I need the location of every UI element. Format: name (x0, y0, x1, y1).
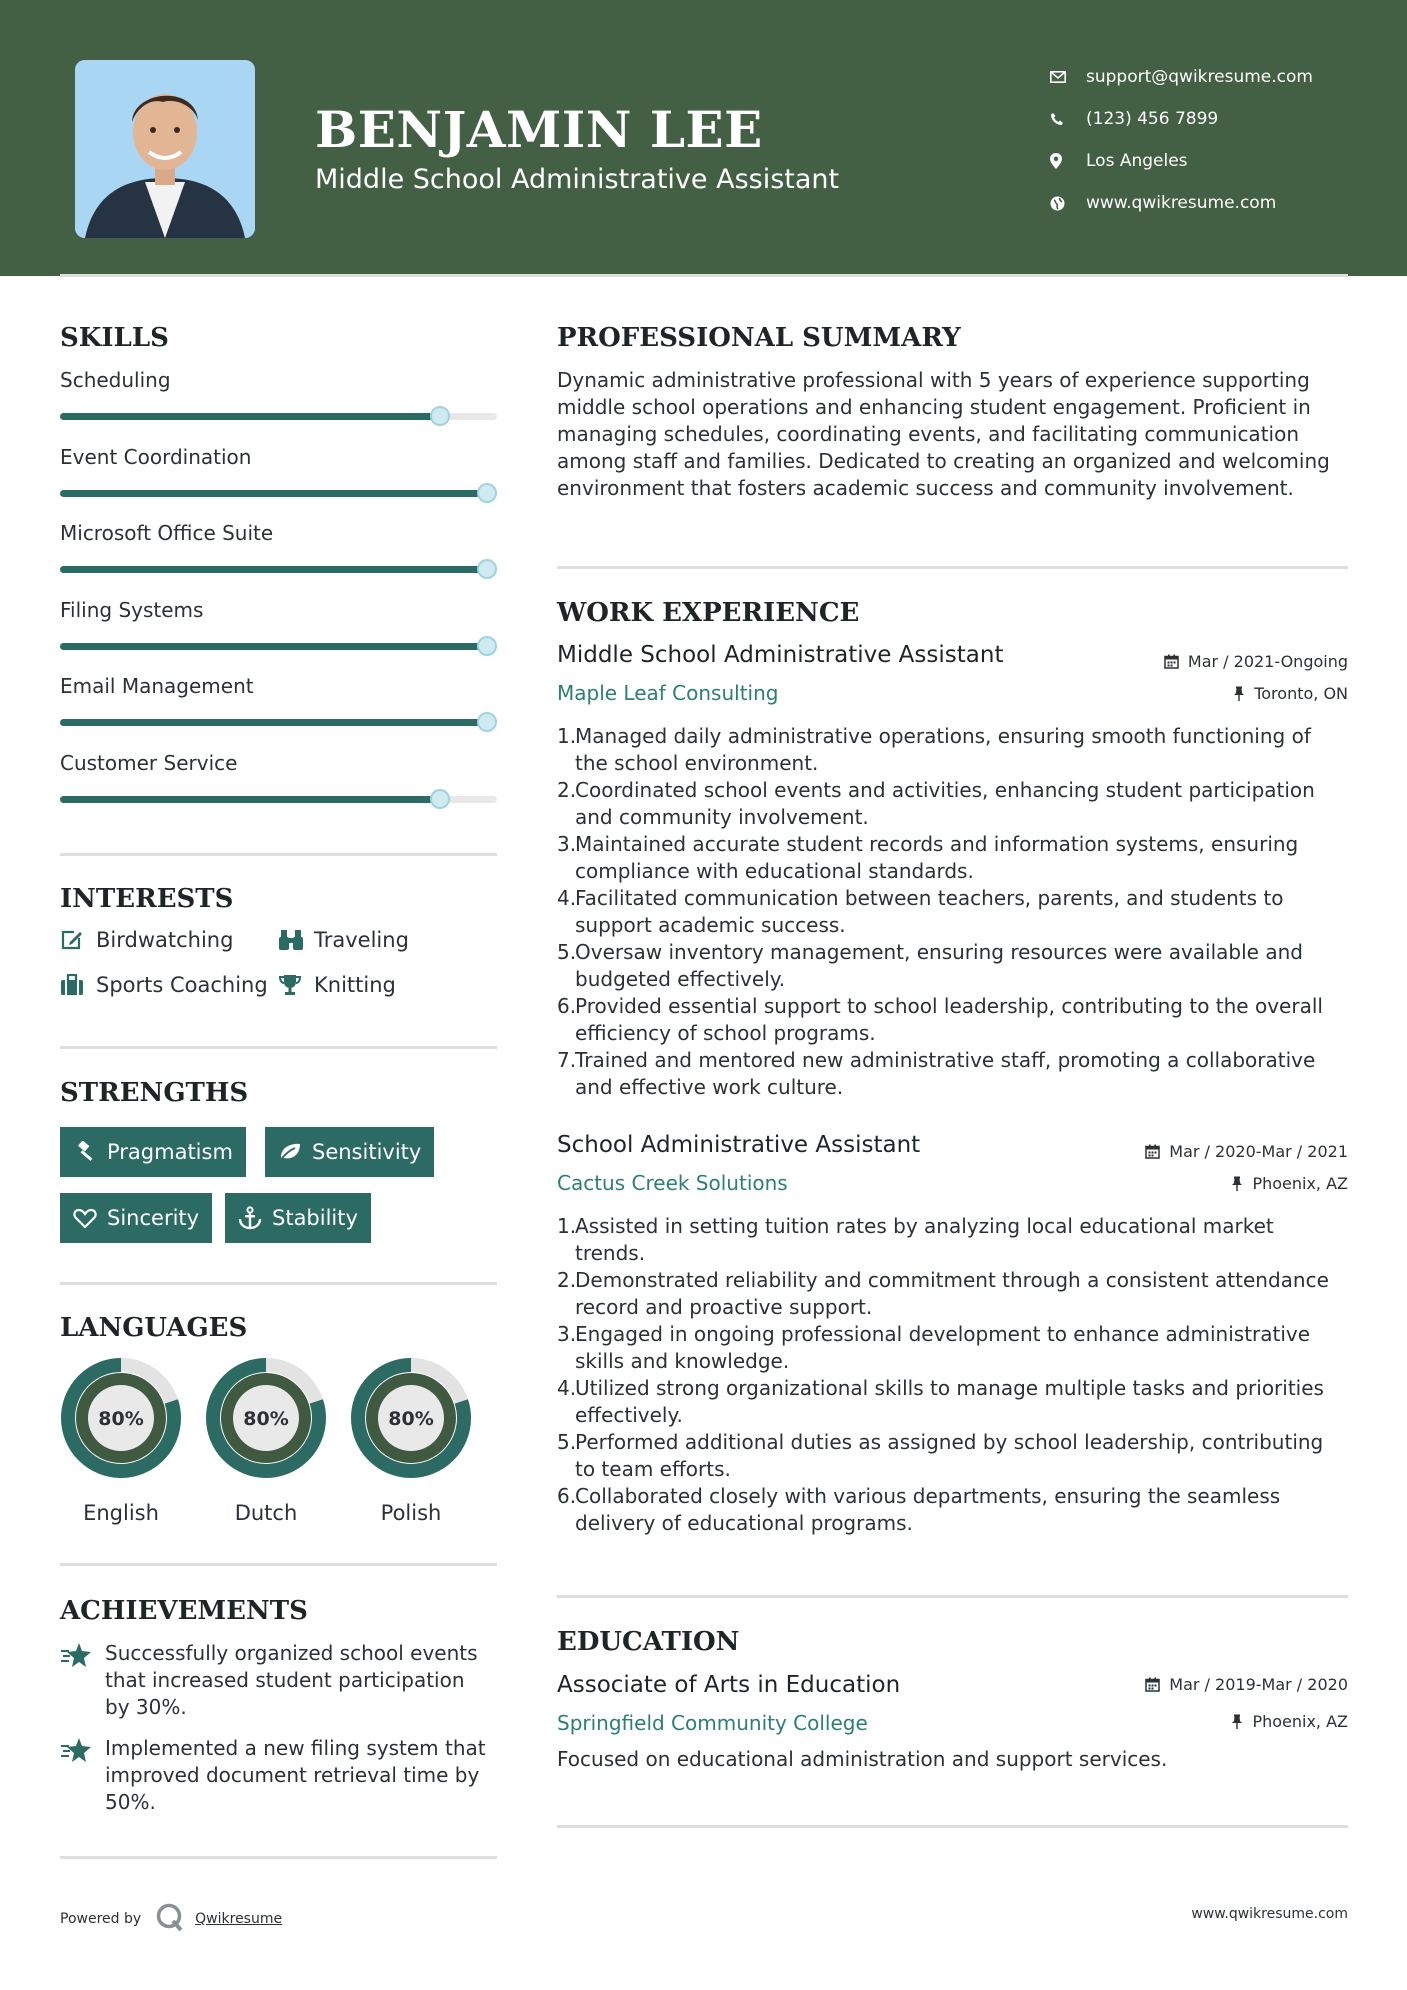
interest-item (278, 928, 409, 952)
pushpin-icon (1233, 686, 1245, 701)
contact-website-text: www.qwikresume.com (1086, 193, 1277, 213)
job-title: School Administrative Assistant (557, 1132, 921, 1158)
bullet-text: Maintained accurate student records and information systems, ensuring compliance with educational standards. (575, 832, 1299, 883)
skill-bar-knob (430, 406, 450, 426)
bullet-number: 4. (557, 1376, 577, 1400)
globe-icon (1050, 196, 1086, 211)
job-location (1231, 1174, 1348, 1193)
bullet-text: Provided essential support to school leadership, contributing to the overall efficiency of school programs. (575, 994, 1323, 1045)
job-bullet (557, 885, 1348, 939)
bullet-number: 1. (557, 724, 577, 748)
school-name: Springfield Community College (557, 1711, 868, 1735)
language-item (350, 1357, 472, 1525)
skill-name: Event Coordination (60, 444, 252, 469)
interests-divider (60, 1046, 497, 1049)
powered-by-text: Powered by (60, 1911, 142, 1927)
contact-email-text: support@qwikresume.com (1086, 67, 1313, 87)
bullet-text: Managed daily administrative operations, ensuring smooth functioning of the school environment. (575, 724, 1311, 775)
company-name: Maple Leaf Consulting (557, 681, 779, 705)
interest-item (60, 973, 268, 997)
skill-bar-fill (60, 413, 440, 420)
envelope-icon (1050, 71, 1086, 83)
job-bullet (557, 777, 1348, 831)
job-bullet (557, 723, 1348, 777)
qwikresume-link[interactable]: Qwikresume (195, 1911, 283, 1927)
calendar-icon (1164, 654, 1179, 669)
strength-label: Sensitivity (312, 1140, 422, 1164)
job-title: Middle School Administrative Assistant (557, 642, 1004, 668)
bullet-number: 6. (557, 994, 577, 1018)
job-dates-text: Mar / 2020-Mar / 2021 (1169, 1142, 1348, 1161)
strength-label: Stability (272, 1206, 358, 1230)
language-ring (350, 1357, 472, 1479)
language-name: English (83, 1501, 159, 1525)
skill-bar-knob (477, 559, 497, 579)
calendar-icon (1145, 1677, 1160, 1692)
qwikresume-logo-icon (155, 1902, 185, 1936)
skill-name: Microsoft Office Suite (60, 521, 274, 545)
job-location-text: Phoenix, AZ (1252, 1174, 1348, 1193)
achievement-text: Successfully organized school events that increased student participation by 30%. (105, 1641, 478, 1719)
pushpin-icon (1231, 1176, 1243, 1191)
strength-label: Sincerity (107, 1206, 200, 1230)
interest-item (60, 928, 233, 952)
job-bullet (557, 1483, 1348, 1537)
phone-icon (1050, 112, 1086, 126)
bullet-text: Assisted in setting tuition rates by analyzing local educational market trends. (575, 1214, 1274, 1265)
skill-bar-knob (477, 636, 497, 656)
language-percent: 80% (388, 1408, 434, 1430)
skill-bar (60, 566, 497, 573)
skill-name: Email Management (60, 674, 254, 698)
job-bullet (557, 1429, 1348, 1483)
strength-chip (225, 1193, 371, 1243)
job-bullets (557, 723, 1348, 1101)
skill-bar-knob (477, 483, 497, 503)
language-name: Dutch (234, 1501, 298, 1525)
job-bullet (557, 993, 1348, 1047)
interest-label: Sports Coaching (96, 973, 268, 997)
bullet-text: Performed additional duties as assigned by school leadership, contributing to team efforts. (575, 1430, 1324, 1481)
job-dates (1164, 652, 1348, 671)
summary-divider (557, 566, 1348, 569)
skill-bar-fill (60, 719, 487, 726)
contact-phone-text: (123) 456 7899 (1086, 109, 1219, 129)
education-dates (1145, 1675, 1348, 1694)
language-name: Polish (380, 1501, 442, 1525)
strength-label: Pragmatism (107, 1140, 233, 1164)
education-heading: EDUCATION (557, 1627, 740, 1657)
bullet-text: Collaborated closely with various departments, ensuring the seamless delivery of educational programs. (575, 1484, 1281, 1535)
achievement-item (60, 1640, 495, 1721)
footer-website[interactable]: www.qwikresume.com (1191, 1906, 1348, 1922)
job-bullet (557, 1267, 1348, 1321)
candidate-name: BENJAMIN LEE (315, 100, 763, 159)
bullet-text: Facilitated communication between teachers, parents, and students to support academic success. (575, 886, 1284, 937)
skill-bar-fill (60, 490, 487, 497)
job-bullet (557, 939, 1348, 993)
header-divider (60, 274, 1348, 277)
interest-item (278, 973, 396, 997)
contact-location-text: Los Angeles (1086, 151, 1188, 171)
language-ring (60, 1357, 182, 1479)
job-dates (1145, 1142, 1348, 1161)
contact-website[interactable] (1050, 182, 1313, 224)
language-ring (205, 1357, 327, 1479)
languages-divider (60, 1563, 497, 1566)
bullet-text: Coordinated school events and activities, enhancing student participation and community involvement. (575, 778, 1315, 829)
bullet-number: 1. (557, 1214, 577, 1238)
bullet-number: 2. (557, 1268, 577, 1292)
leaf-icon (278, 1142, 312, 1162)
calendar-icon (1145, 1144, 1160, 1159)
interest-label: Birdwatching (96, 928, 234, 952)
gavel-icon (73, 1141, 107, 1163)
skill-name: Scheduling (60, 368, 171, 392)
strength-chip (265, 1127, 434, 1177)
job-location-text: Toronto, ON (1254, 684, 1348, 703)
language-item (205, 1357, 327, 1525)
achievements-heading: ACHIEVEMENTS (60, 1596, 308, 1626)
job-bullets (557, 1213, 1348, 1537)
skill-bar-fill (60, 566, 487, 573)
company-name: Cactus Creek Solutions (557, 1171, 788, 1195)
job-dates-text: Mar / 2021-Ongoing (1187, 652, 1348, 671)
shooting-star-icon (60, 1735, 105, 1816)
language-percent: 80% (98, 1408, 144, 1430)
bullet-text: Utilized strong organizational skills to manage multiple tasks and priorities effectively. (575, 1376, 1324, 1427)
skill-name: Customer Service (60, 750, 238, 775)
interests-heading: INTERESTS (60, 884, 234, 914)
strength-chip (60, 1127, 246, 1177)
bullet-number: 4. (557, 886, 577, 910)
contact-list (1050, 56, 1313, 224)
bullet-number: 3. (557, 1322, 577, 1346)
languages-heading: LANGUAGES (60, 1313, 248, 1343)
briefcase-icon (60, 974, 96, 996)
heart-icon (73, 1208, 107, 1229)
skill-bar-knob (430, 789, 450, 809)
bullet-number: 7. (557, 1048, 577, 1072)
header (0, 0, 1407, 276)
skill-bar-fill (60, 796, 440, 803)
skills-heading: SKILLS (60, 323, 169, 353)
location-pin-icon (1050, 153, 1086, 169)
strengths-divider (60, 1282, 497, 1285)
education-description: Focused on educational administration and support services. (557, 1747, 1168, 1771)
language-percent: 80% (243, 1408, 289, 1430)
bullet-text: Trained and mentored new administrative staff, promoting a collaborative and effective work culture. (575, 1048, 1316, 1099)
experience-divider (557, 1595, 1348, 1598)
bullet-number: 5. (557, 940, 577, 964)
education-divider (557, 1825, 1348, 1828)
skill-bar (60, 643, 497, 650)
bullet-text: Engaged in ongoing professional development to enhance administrative skills and knowledge. (575, 1322, 1311, 1373)
interest-label: Traveling (314, 928, 409, 952)
strength-chip (60, 1193, 212, 1243)
skill-bar (60, 490, 497, 497)
bullet-number: 6. (557, 1484, 577, 1508)
interest-label: Knitting (314, 973, 396, 997)
job-bullet (557, 1321, 1348, 1375)
job-location (1233, 684, 1348, 703)
education-location (1231, 1712, 1348, 1731)
skill-bar (60, 796, 497, 803)
binoculars-icon (278, 929, 314, 951)
bullet-text: Demonstrated reliability and commitment through a consistent attendance record and proactive support. (575, 1268, 1329, 1319)
job-bullet (557, 1047, 1348, 1101)
pushpin-icon (1231, 1714, 1243, 1729)
summary-text: Dynamic administrative professional with 5 years of experience supporting middle school operations and enhancing student engagement. Proficient in managing schedules, coordinating events, and facilitating communication among staff and families. Dedicated to creating an organized and welcoming environment that fosters academic success and community involvement. (557, 368, 1330, 500)
bullet-number: 2. (557, 778, 577, 802)
footer-powered-by (60, 1902, 282, 1936)
job-bullet (557, 1213, 1348, 1267)
experience-heading: WORK EXPERIENCE (557, 598, 860, 628)
contact-email[interactable] (1050, 56, 1313, 98)
job-bullet (557, 831, 1348, 885)
candidate-title: Middle School Administrative Assistant (315, 164, 840, 195)
bullet-number: 3. (557, 832, 577, 856)
skills-divider (60, 853, 497, 856)
achievement-item (60, 1735, 495, 1816)
achievement-text: Implemented a new filing system that improved document retrieval time by 50%. (105, 1736, 486, 1814)
education-dates-text: Mar / 2019-Mar / 2020 (1169, 1675, 1348, 1694)
bullet-number: 5. (557, 1430, 577, 1454)
summary-heading: PROFESSIONAL SUMMARY (557, 323, 961, 353)
contact-phone[interactable] (1050, 98, 1313, 140)
contact-location (1050, 140, 1313, 182)
profile-photo (75, 60, 255, 238)
degree-title: Associate of Arts in Education (557, 1672, 901, 1698)
education-location-text: Phoenix, AZ (1252, 1712, 1348, 1731)
skill-bar (60, 413, 497, 420)
trophy-icon (278, 974, 314, 996)
shooting-star-icon (60, 1640, 105, 1721)
achievements-divider (60, 1856, 497, 1859)
language-item (60, 1357, 182, 1525)
skill-bar-knob (477, 712, 497, 732)
anchor-icon (238, 1206, 272, 1230)
strengths-heading: STRENGTHS (60, 1078, 249, 1108)
job-bullet (557, 1375, 1348, 1429)
skill-bar-fill (60, 643, 487, 650)
skill-name: Filing Systems (60, 597, 204, 622)
pencil-square-icon (60, 929, 96, 951)
skill-bar (60, 719, 497, 726)
bullet-text: Oversaw inventory management, ensuring resources were available and budgeted effectively. (575, 940, 1303, 991)
